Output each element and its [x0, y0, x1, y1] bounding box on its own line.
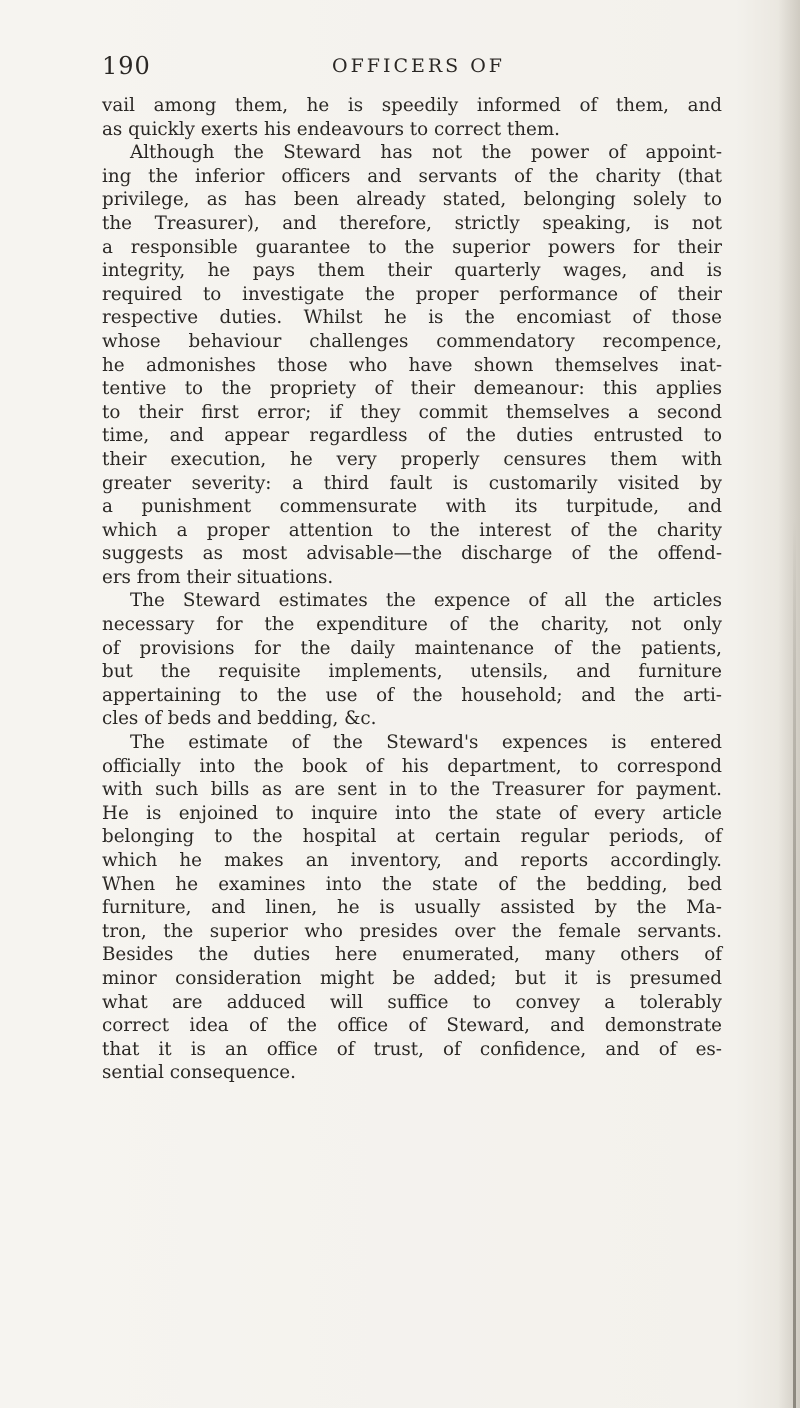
text-line: time, and appear regardless of the duties entrusted to [102, 425, 722, 447]
text-line: vail among them, he is speedily informed of them, and [102, 95, 722, 116]
text-line: belonging to the hospital at certain regular periods, of [102, 826, 722, 848]
text-line: which he makes an inventory, and reports accordingly. [102, 850, 722, 871]
text-line: ing the inferior officers and servants of the charity (that [102, 165, 722, 187]
text-line: which a proper attention to the interest of the charity [102, 519, 722, 541]
text-line: a punishment commensurate with its turpitude, and [102, 496, 722, 518]
text-line: privilege, as has been already stated, belonging solely to [102, 189, 722, 211]
text-line: to their first error; if they commit themselves a second [102, 401, 722, 423]
text-line: greater severity: a third fault is customarily visited by [102, 472, 722, 494]
text-line: minor consideration might be added; but it is presumed [102, 967, 722, 989]
text-line: but the requisite implements, utensils, and furniture [102, 661, 722, 683]
running-head [102, 52, 722, 86]
text-line: as quickly exerts his endeavours to correct them. [102, 118, 560, 140]
text-line: The estimate of the Steward's expences is entered [130, 732, 722, 754]
text-line: respective duties. Whilst he is the encomiast of those [102, 307, 722, 329]
text-line: officially into the book of his department, to correspond [102, 755, 722, 777]
text-line: he admonishes those who have shown themselves inat- [102, 354, 722, 376]
page-number: 190 [102, 52, 151, 80]
text-line: the Treasurer), and therefore, strictly speaking, is not [102, 212, 722, 234]
text-line: tentive to the propriety of their demeanour: this applies [102, 378, 722, 400]
text-line: required to investigate the proper performance of their [102, 283, 722, 305]
running-head-title: OFFICERS OF [332, 55, 505, 77]
text-line: necessary for the expenditure of the charity, not only [102, 614, 722, 636]
text-line: with such bills as are sent in to the Treasurer for payment. [102, 779, 722, 801]
text-line: their execution, he very properly censures them with [102, 448, 722, 470]
text-line: suggests as most advisable—the discharge of the offend- [102, 543, 722, 565]
text-line: Besides the duties here enumerated, many others of [102, 944, 722, 966]
text-line: furniture, and linen, he is usually assisted by the Ma- [102, 897, 722, 919]
text-line: what are adduced will suffice to convey a tolerably [102, 991, 722, 1013]
text-line: He is enjoined to inquire into the state of every article [102, 802, 722, 824]
page-edge-shadow [778, 0, 800, 1408]
text-line: that it is an office of trust, of confidence, and of es- [102, 1038, 722, 1060]
body-text [102, 94, 722, 1085]
text-line: integrity, he pays them their quarterly wages, and is [102, 260, 722, 282]
text-line: correct idea of the office of Steward, and demonstrate [102, 1015, 722, 1037]
page-edge-line [793, 520, 796, 1408]
text-line: tron, the superior who presides over the female servants. [102, 920, 722, 942]
text-line: ers from their situations. [102, 566, 334, 588]
text-line: sential consequence. [102, 1062, 296, 1084]
text-line: Although the Steward has not the power of appoint- [130, 142, 722, 164]
text-line: a responsible guarantee to the superior powers for their [102, 236, 722, 258]
text-line: cles of beds and bedding, &c. [102, 708, 377, 730]
text-line: The Steward estimates the expence of all the articles [130, 590, 722, 612]
text-line: of provisions for the daily maintenance of the patients, [102, 637, 722, 659]
text-line: appertaining to the use of the household; and the arti- [102, 684, 722, 706]
text-line: whose behaviour challenges commendatory recompence, [102, 330, 722, 352]
text-line: When he examines into the state of the bedding, bed [102, 873, 722, 895]
